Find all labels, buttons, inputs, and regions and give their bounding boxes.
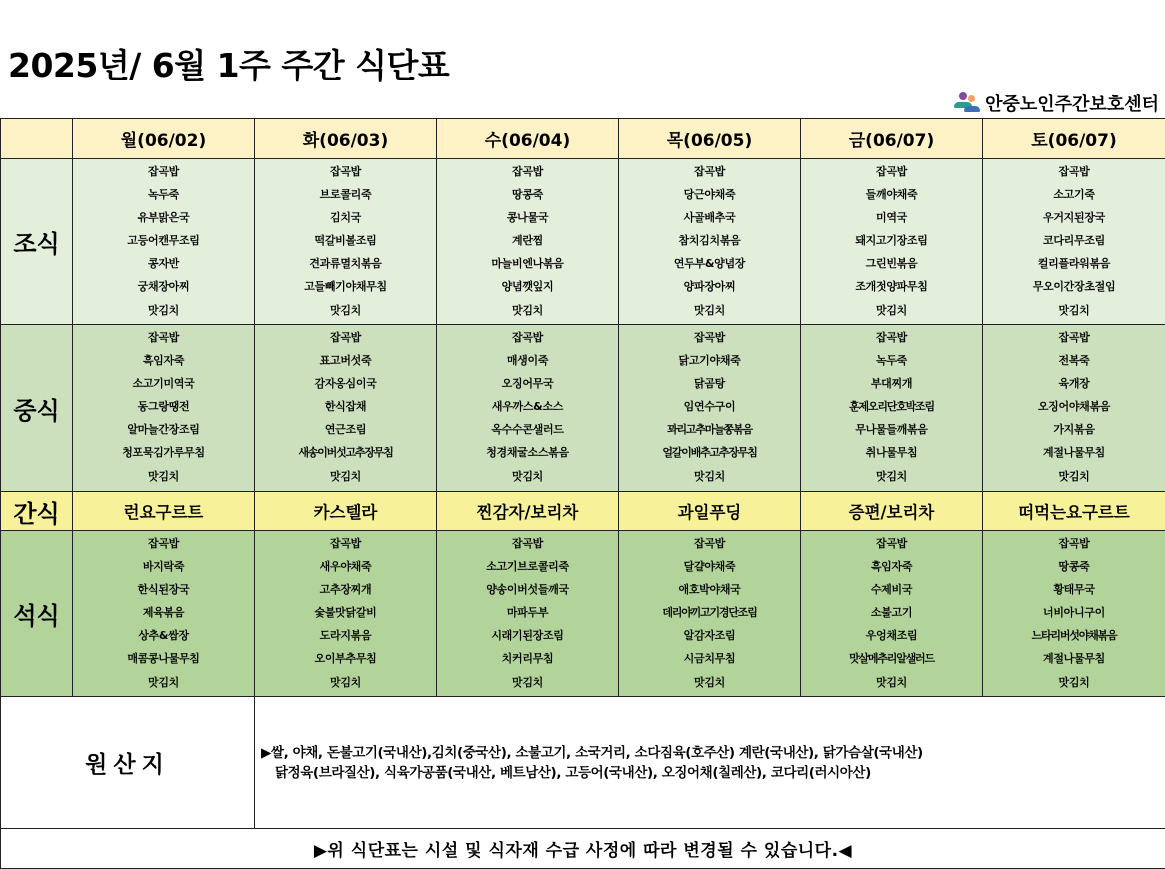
menu-item: 우엉채조림 xyxy=(865,629,918,643)
menu-item: 무오이간장초절임 xyxy=(1032,280,1116,294)
header-corner xyxy=(1,119,73,159)
snack-cell: 떠먹는요구르트 xyxy=(983,492,1165,531)
menu-item: 치커리무침 xyxy=(501,652,554,666)
menu-item: 잡곡밥 xyxy=(694,165,725,178)
day-header: 금(06/07) xyxy=(801,119,983,159)
snack-label: 간식 xyxy=(1,492,73,531)
menu-item: 맛김치 xyxy=(1058,303,1090,317)
menu-item: 동그랑땡전 xyxy=(137,400,190,414)
menu-item: 수제비국 xyxy=(870,583,913,597)
menu-item: 들깨야채죽 xyxy=(865,188,918,202)
menu-item: 옥수수콘샐러드 xyxy=(491,423,564,437)
menu-item: 너비아니구이 xyxy=(1043,606,1105,620)
menu-item: 맛김치 xyxy=(330,303,361,317)
day-header: 토(06/07) xyxy=(983,119,1165,159)
origin-label: 원산지 xyxy=(1,697,255,829)
menu-item: 녹두죽 xyxy=(148,188,179,202)
snack-row xyxy=(1,492,1165,531)
snack-cell: 찐감자/보리차 xyxy=(437,492,619,531)
menu-item: 당근야채죽 xyxy=(683,188,736,202)
menu-item: 오징어무국 xyxy=(501,377,554,391)
menu-item: 계란찜 xyxy=(512,234,543,248)
menu-item: 잡곡밥 xyxy=(148,165,179,178)
menu-item: 맛김치 xyxy=(330,675,361,689)
snack-cell: 과일푸딩 xyxy=(619,492,801,531)
menu-item: 잡곡밥 xyxy=(512,165,543,178)
origin-row xyxy=(1,697,1165,829)
menu-item: 참치김치볶음 xyxy=(678,234,741,248)
menu-item: 그린빈볶음 xyxy=(865,257,918,271)
snack-cell: 증편/보리차 xyxy=(801,492,983,531)
menu-item: 시래기된장조림 xyxy=(491,629,564,643)
menu-item: 맛김치 xyxy=(330,469,361,483)
menu-item: 연두부&양념장 xyxy=(673,257,746,271)
snack-cell: 런요구르트 xyxy=(73,492,255,531)
organization-name: 안중노인주간보호센터 xyxy=(985,94,1159,115)
day-header-row xyxy=(1,119,1165,159)
menu-item: 콩나물국 xyxy=(506,211,549,225)
menu-item: 잡곡밥 xyxy=(330,537,361,550)
menu-item: 맛살메추리알샐러드 xyxy=(849,652,934,666)
origin-info xyxy=(255,697,1165,829)
dinner-day-2-cell xyxy=(255,531,437,697)
dinner-label: 석식 xyxy=(1,531,73,697)
page-title: 2025년/ 6월 1주 주간 식단표 xyxy=(8,46,450,85)
dinner-day-5-cell xyxy=(801,531,983,697)
menu-item: 코다리무조림 xyxy=(1043,234,1105,248)
day-header: 화(06/03) xyxy=(255,119,437,159)
menu-item: 꽈리고추마늘쫑볶음 xyxy=(667,423,752,437)
day-header: 수(06/04) xyxy=(437,119,619,159)
menu-item: 마파두부 xyxy=(506,606,549,620)
menu-item: 소고기브로콜리죽 xyxy=(486,560,569,574)
menu-item: 잡곡밥 xyxy=(1058,165,1090,178)
menu-item: 고들빼기야채무침 xyxy=(304,280,387,294)
menu-item: 맛김치 xyxy=(1058,675,1090,689)
lunch-day-3-cell xyxy=(437,325,619,492)
menu-item: 느타리버섯야채볶음 xyxy=(1031,629,1117,643)
breakfast-day-3-cell xyxy=(437,159,619,325)
menu-item: 맛김치 xyxy=(512,469,543,483)
menu-item: 가지볶음 xyxy=(1053,423,1095,437)
menu-item: 맛김치 xyxy=(694,675,725,689)
lunch-day-1-cell xyxy=(73,325,255,492)
menu-item: 양파장아찌 xyxy=(683,280,736,294)
menu-item: 유부맑은국 xyxy=(137,211,190,225)
menu-item: 달걀야채죽 xyxy=(683,560,736,574)
dinner-day-6-cell xyxy=(983,531,1165,697)
menu-item: 임연수구이 xyxy=(683,400,736,414)
menu-item: 도라지볶음 xyxy=(319,629,372,643)
lunch-day-5-cell xyxy=(801,325,983,492)
menu-item: 맛김치 xyxy=(148,675,179,689)
menu-item: 청포묵김가루무침 xyxy=(122,446,205,460)
menu-item: 잡곡밥 xyxy=(694,331,725,344)
menu-item: 잡곡밥 xyxy=(876,165,907,178)
menu-item: 맛김치 xyxy=(512,675,543,689)
menu-item: 마늘비엔나볶음 xyxy=(491,257,564,271)
menu-item: 취나물무침 xyxy=(865,446,918,460)
menu-item: 한식잡채 xyxy=(324,400,367,414)
menu-item: 알감자조림 xyxy=(683,629,736,643)
people-logo-icon xyxy=(953,92,981,114)
dinner-day-4-cell xyxy=(619,531,801,697)
lunch-day-2-cell xyxy=(255,325,437,492)
menu-item: 잡곡밥 xyxy=(512,537,543,550)
dinner-row xyxy=(1,531,1165,697)
menu-item: 컬리플라워볶음 xyxy=(1037,257,1111,271)
dinner-day-1-cell xyxy=(73,531,255,697)
menu-item: 제육볶음 xyxy=(142,606,185,620)
menu-item: 잡곡밥 xyxy=(694,537,725,550)
weekly-menu-table xyxy=(0,118,1165,869)
menu-item: 양념깻잎지 xyxy=(501,280,554,294)
menu-item: 맛김치 xyxy=(876,303,907,317)
menu-item: 떡갈비볼조림 xyxy=(314,234,377,248)
menu-item: 부대찌개 xyxy=(870,377,913,391)
menu-item: 연근조림 xyxy=(324,423,367,437)
menu-item: 잡곡밥 xyxy=(876,331,907,344)
menu-item: 새송이버섯고추장무침 xyxy=(298,446,393,460)
change-notice: ▶위 식단표는 시설 및 식자재 수급 사정에 따라 변경될 수 있습니다.◀ xyxy=(1,829,1165,869)
origin-line: ▶쌀, 야채, 돈불고기(국내산),김치(중국산), 소불고기, 소국거리, 소다짐육(호주산) 계란(국내산), 닭가슴살(국내산) xyxy=(261,744,923,761)
menu-item: 새우야채죽 xyxy=(319,560,372,574)
menu-item: 녹두죽 xyxy=(876,354,907,368)
menu-item: 맛김치 xyxy=(876,675,907,689)
menu-item: 잡곡밥 xyxy=(148,331,179,344)
menu-item: 오징어야채볶음 xyxy=(1037,400,1111,414)
menu-item: 시금치무침 xyxy=(683,652,736,666)
dinner-day-3-cell xyxy=(437,531,619,697)
menu-item: 잡곡밥 xyxy=(512,331,543,344)
lunch-label: 중식 xyxy=(1,325,73,492)
menu-item: 돼지고기장조림 xyxy=(855,234,928,248)
menu-item: 양송이버섯들깨국 xyxy=(486,583,569,597)
menu-item: 미역국 xyxy=(876,211,907,225)
menu-item: 황태무국 xyxy=(1053,583,1095,597)
menu-item: 김치국 xyxy=(330,211,361,225)
note-row xyxy=(1,829,1165,869)
breakfast-day-4-cell xyxy=(619,159,801,325)
menu-item: 브로콜리죽 xyxy=(319,188,372,202)
menu-item: 잡곡밥 xyxy=(330,165,361,178)
menu-item: 흑임자죽 xyxy=(142,354,185,368)
menu-item: 잡곡밥 xyxy=(330,331,361,344)
menu-item: 닭곰탕 xyxy=(694,377,725,391)
menu-item: 궁채장아찌 xyxy=(137,280,190,294)
menu-item: 표고버섯죽 xyxy=(319,354,372,368)
breakfast-day-5-cell xyxy=(801,159,983,325)
menu-item: 맛김치 xyxy=(148,303,179,317)
menu-item: 잡곡밥 xyxy=(1058,537,1090,550)
menu-item: 오이부추무침 xyxy=(314,652,377,666)
menu-item: 맛김치 xyxy=(694,303,725,317)
menu-item: 애호박야채국 xyxy=(678,583,741,597)
day-header: 월(06/02) xyxy=(73,119,255,159)
breakfast-day-2-cell xyxy=(255,159,437,325)
day-header: 목(06/05) xyxy=(619,119,801,159)
menu-item: 맛김치 xyxy=(1058,469,1090,483)
menu-item: 소불고기 xyxy=(870,606,913,620)
menu-item: 숯불맛닭갈비 xyxy=(314,606,377,620)
breakfast-day-6-cell xyxy=(983,159,1165,325)
menu-item: 잡곡밥 xyxy=(1058,331,1090,344)
menu-item: 맛김치 xyxy=(694,469,725,483)
menu-item: 흑임자죽 xyxy=(870,560,913,574)
menu-item: 땅콩죽 xyxy=(1058,560,1090,574)
origin-line: 닭정육(브라질산), 식육가공품(국내산, 베트남산), 고등어(국내산), 오징어채(칠레산), 코다리(러시아산) xyxy=(275,764,871,781)
lunch-row xyxy=(1,325,1165,492)
menu-item: 바지락죽 xyxy=(142,560,185,574)
menu-item: 소고기미역국 xyxy=(132,377,195,391)
menu-item: 콩자반 xyxy=(148,257,179,271)
organization-header xyxy=(953,90,1159,116)
menu-item: 닭고기야채죽 xyxy=(678,354,741,368)
menu-item: 매생이죽 xyxy=(506,354,549,368)
menu-item: 매콤콩나물무침 xyxy=(127,652,200,666)
menu-item: 상추&쌈장 xyxy=(138,629,189,643)
menu-item: 고등어캔무조림 xyxy=(127,234,200,248)
menu-item: 육개장 xyxy=(1058,377,1090,391)
snack-cell: 카스텔라 xyxy=(255,492,437,531)
menu-item: 한식된장국 xyxy=(137,583,190,597)
menu-item: 청경채굴소스볶음 xyxy=(486,446,569,460)
menu-item: 감자옹심이국 xyxy=(314,377,377,391)
breakfast-label: 조식 xyxy=(1,159,73,325)
menu-item: 무나물들깨볶음 xyxy=(855,423,928,437)
breakfast-day-1-cell xyxy=(73,159,255,325)
menu-item: 알마늘간장조림 xyxy=(127,423,200,437)
menu-item: 새우까스&소스 xyxy=(491,400,564,414)
menu-item: 계절나물무침 xyxy=(1043,652,1105,666)
menu-item: 얼갈이배추고추장무침 xyxy=(662,446,757,460)
menu-item: 고추장찌개 xyxy=(319,583,372,597)
menu-item: 잡곡밥 xyxy=(148,537,179,550)
lunch-day-4-cell xyxy=(619,325,801,492)
menu-item: 사골배추국 xyxy=(683,211,736,225)
menu-item: 맛김치 xyxy=(876,469,907,483)
menu-item: 땅콩죽 xyxy=(512,188,543,202)
menu-item: 소고기죽 xyxy=(1053,188,1095,202)
menu-item: 맛김치 xyxy=(148,469,179,483)
menu-item: 맛김치 xyxy=(512,303,543,317)
menu-item: 전복죽 xyxy=(1058,354,1090,368)
menu-item: 우거지된장국 xyxy=(1043,211,1105,225)
menu-item: 잡곡밥 xyxy=(876,537,907,550)
menu-item: 견과류멸치볶음 xyxy=(309,257,382,271)
menu-item: 조개젓양파무침 xyxy=(855,280,928,294)
lunch-day-6-cell xyxy=(983,325,1165,492)
menu-item: 훈제오리단호박조림 xyxy=(849,400,934,414)
menu-item: 데리야끼고기경단조림 xyxy=(662,606,757,620)
breakfast-row xyxy=(1,159,1165,325)
menu-item: 계절나물무침 xyxy=(1043,446,1105,460)
